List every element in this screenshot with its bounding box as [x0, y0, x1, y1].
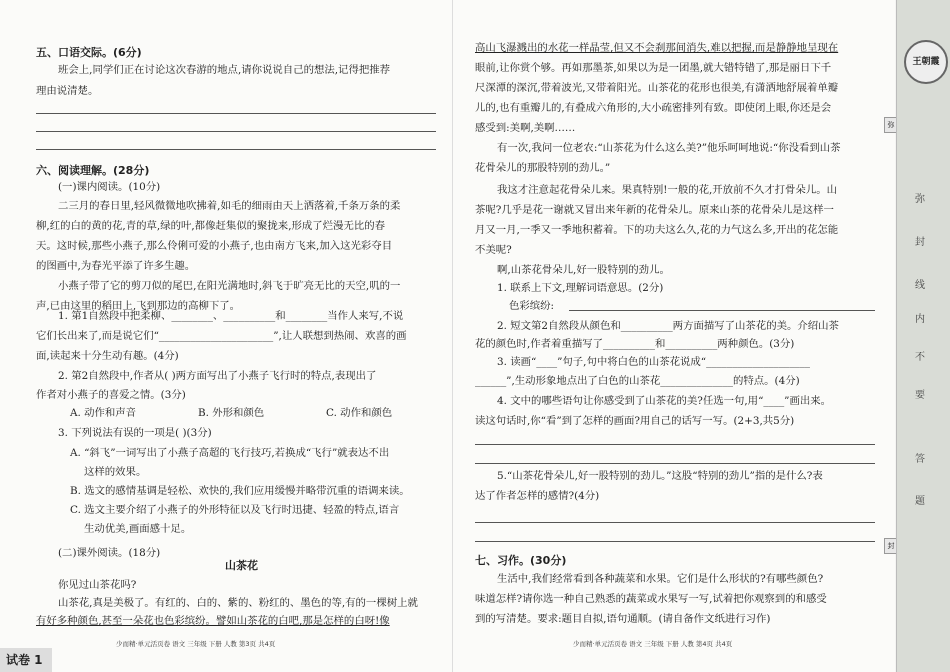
option-a[interactable]: A. 动作和声音 [70, 407, 137, 419]
question-3: ______”,生动形象地点出了白色的山茶花______________的特点。(4分) [475, 375, 800, 387]
binding-char: 封 [915, 237, 925, 248]
question-5: 5.“山茶花骨朵儿,好一股特别的劲儿。”这股“特别的劲儿”指的是什么?表 [497, 470, 823, 482]
story-line: 月又一月,一季又一季地积蓄着。下的功夫这么久,花的力气这么多,开出的花怎能 [475, 224, 839, 236]
story-line: 不美呢? [475, 244, 512, 256]
story-line: 尺深潭的深沉,带着波光,又带着阳光。山茶花的花形也很美,有潇洒地舒展着单瓣 [475, 82, 839, 94]
essay-prompt: 生活中,我们经常看到各种蔬菜和水果。它们是什么形状的?有哪些颜色? [497, 573, 824, 585]
story-line: 你见过山茶花吗? [58, 579, 137, 591]
page-footer: 少而精·单元活页卷 语文 三年级 下册 人教 第3页 共4页 [116, 640, 276, 648]
paper-badge: 试卷 1 [0, 648, 52, 672]
essay-prompt: 到的写清楚。要求:题目自拟,语句通顺。(请自备作文纸进行习作) [475, 613, 771, 625]
essay-prompt: 味道怎样?请你选一种自己熟悉的蔬菜或水果写一写,试着把你观察到的和感受 [475, 593, 827, 605]
question-3: 3. 下列说法有误的一项是( )(3分) [58, 427, 212, 439]
story-line: 有好多种颜色,甚至一朵花也色彩缤纷。譬如山茶花的白吧,那是怎样的白呀!像 [36, 615, 390, 627]
answer-line[interactable] [36, 131, 436, 132]
story-line: 花骨朵儿的那股特别的劲儿。” [475, 162, 611, 174]
passage-line: 声,已由这里的稻田上,飞到那边的高柳下了。 [36, 300, 241, 312]
answer-line[interactable] [36, 113, 436, 114]
question-1: 1. 第1自然段中把柔柳、________、__________和________当作人来写,不说 [58, 310, 404, 322]
option-c-cont: 生动优美,画面感十足。 [84, 523, 192, 535]
story-line: 我这才注意起花骨朵儿来。果真特别!一般的花,开放前不久才打骨朵儿。山 [497, 184, 837, 196]
subsection-1: (一)课内阅读。(10分) [58, 181, 161, 193]
binding-char: 弥 [915, 194, 925, 205]
answer-line[interactable] [569, 310, 875, 311]
answer-line[interactable] [475, 522, 875, 523]
question-2: 2. 第2自然段中,作者从( )两方面写出了小燕子飞行时的特点,表现出了 [58, 370, 377, 382]
option-b[interactable]: B. 选文的感情基调是轻松、欢快的,我们应用缓慢并略带沉重的语调来读。 [70, 485, 410, 497]
answer-line[interactable] [475, 541, 875, 542]
left-page [0, 0, 452, 672]
binding-char: 内 [915, 314, 925, 325]
binding-char: 题 [915, 496, 925, 507]
story-line: 眼前,让你赏个够。再如那墨茶,如果以为是一团墨,就大错特错了,那是丽日下千 [475, 62, 832, 74]
binding-char: 答 [915, 454, 925, 465]
passage-line: 的图画中,为春光平添了许多生趣。 [36, 260, 196, 272]
binding-char: 不 [915, 352, 925, 363]
question-1: 面,读起来十分生动有趣。(4分) [36, 350, 179, 362]
story-line: 山茶花,真是美极了。有红的、白的、紫的、粉红的、墨色的等,有的一棵树上就 [58, 597, 418, 609]
question-2: 花的颜色时,作者着重描写了__________和__________两种颜色。(3分) [475, 338, 795, 350]
option-b[interactable]: B. 外形和颜色 [198, 407, 265, 419]
section-7-title: 七、习作。(30分) [475, 554, 567, 567]
question-3: 3. 读画“____”句子,句中将白色的山茶花说成“____________________ [497, 356, 811, 368]
passage-line: 二三月的春日里,轻风微微地吹拂着,如毛的细雨由天上洒落着,千条万条的柔 [58, 200, 401, 212]
question-5: 达了作者怎样的感情?(4分) [475, 490, 600, 502]
answer-line[interactable] [36, 149, 436, 150]
question-2: 作者对小燕子的喜爱之情。(3分) [36, 389, 186, 401]
binding-tab: 封 [884, 538, 898, 554]
binding-strip [896, 0, 950, 672]
subsection-2: (二)课外阅读。(18分) [58, 547, 161, 559]
passage-line: 小燕子带了它的剪刀似的尾巴,在阳光满地时,斜飞于旷亮无比的天空,叽的一 [58, 280, 401, 292]
question-2: 2. 短文第2自然段从颜色和__________两方面描写了山茶花的美。介绍山茶 [497, 320, 839, 332]
passage-line: 天。这时候,那些小燕子,那么伶俐可爱的小燕子,也由南方飞来,加入这光彩夺目 [36, 240, 393, 252]
section-6-title: 六、阅读理解。(28分) [36, 164, 150, 177]
question-1: 1. 联系上下文,理解词语意思。(2分) [497, 282, 664, 294]
story-line: 有一次,我问一位老农:“山茶花为什么这么美?”他乐呵呵地说:“你没看到山茶 [497, 142, 841, 154]
story-line: 儿的,也有重瓣儿的,有叠成六角形的,大小疏密排列有致。即使闭上眼,你还是会 [475, 102, 832, 114]
question-1: 它们长出来了,而是说它们“______________________”,让人联想到热闹、欢喜的画 [36, 330, 407, 342]
vocab-item: 色彩缤纷: [509, 300, 555, 312]
answer-line[interactable] [475, 444, 875, 445]
page-footer: 少而精·单元活页卷 语文 三年级 下册 人教 第4页 共4页 [573, 640, 733, 648]
option-a[interactable]: A. “斜飞”一词写出了小燕子高超的飞行技巧,若换成“飞行”就表达不出 [70, 447, 390, 459]
sec5-text: 班会上,同学们正在讨论这次春游的地点,请你说说自己的想法,记得把推荐 [58, 64, 391, 76]
story-line: 茶呢?几乎是花一谢就又冒出来年新的花骨朵儿。原来山茶的花骨朵儿是这样一 [475, 204, 834, 216]
story-line: 感受到:美啊,美啊…… [475, 122, 576, 134]
sec5-text: 理由说清楚。 [36, 85, 99, 97]
story-line: 啊,山茶花骨朵儿,好一股特别的劲儿。 [497, 264, 670, 276]
option-c[interactable]: C. 动作和颜色 [326, 407, 393, 419]
option-a-cont: 这样的效果。 [84, 466, 147, 478]
story-title: 山茶花 [225, 559, 258, 572]
story-line: 高山飞瀑溅出的水花一样晶莹,但又不会刹那间消失,难以把握,而是静静地呈现在 [475, 42, 839, 54]
right-page [452, 0, 895, 672]
question-4: 4. 文中的哪些语句让你感受到了山茶花的美?任选一句,用“____”画出来。 [497, 395, 832, 407]
section-5-title: 五、口语交际。(6分) [36, 46, 142, 59]
binding-tab: 弥 [884, 117, 898, 133]
binding-char: 线 [915, 280, 925, 291]
answer-line[interactable] [475, 463, 875, 464]
brand-seal-logo: 王朝霞 [904, 40, 948, 84]
passage-line: 柳,红的白的黄的花,青的草,绿的叶,都像赶集似的聚拢来,形成了烂漫无比的春 [36, 220, 386, 232]
binding-char: 要 [915, 390, 925, 401]
option-c[interactable]: C. 选文主要介绍了小燕子的外形特征以及飞行时迅捷、轻盈的特点,语言 [70, 504, 400, 516]
question-4: 读这句话时,你“看”到了怎样的画面?用自己的话写一写。(2+3,共5分) [475, 415, 795, 427]
